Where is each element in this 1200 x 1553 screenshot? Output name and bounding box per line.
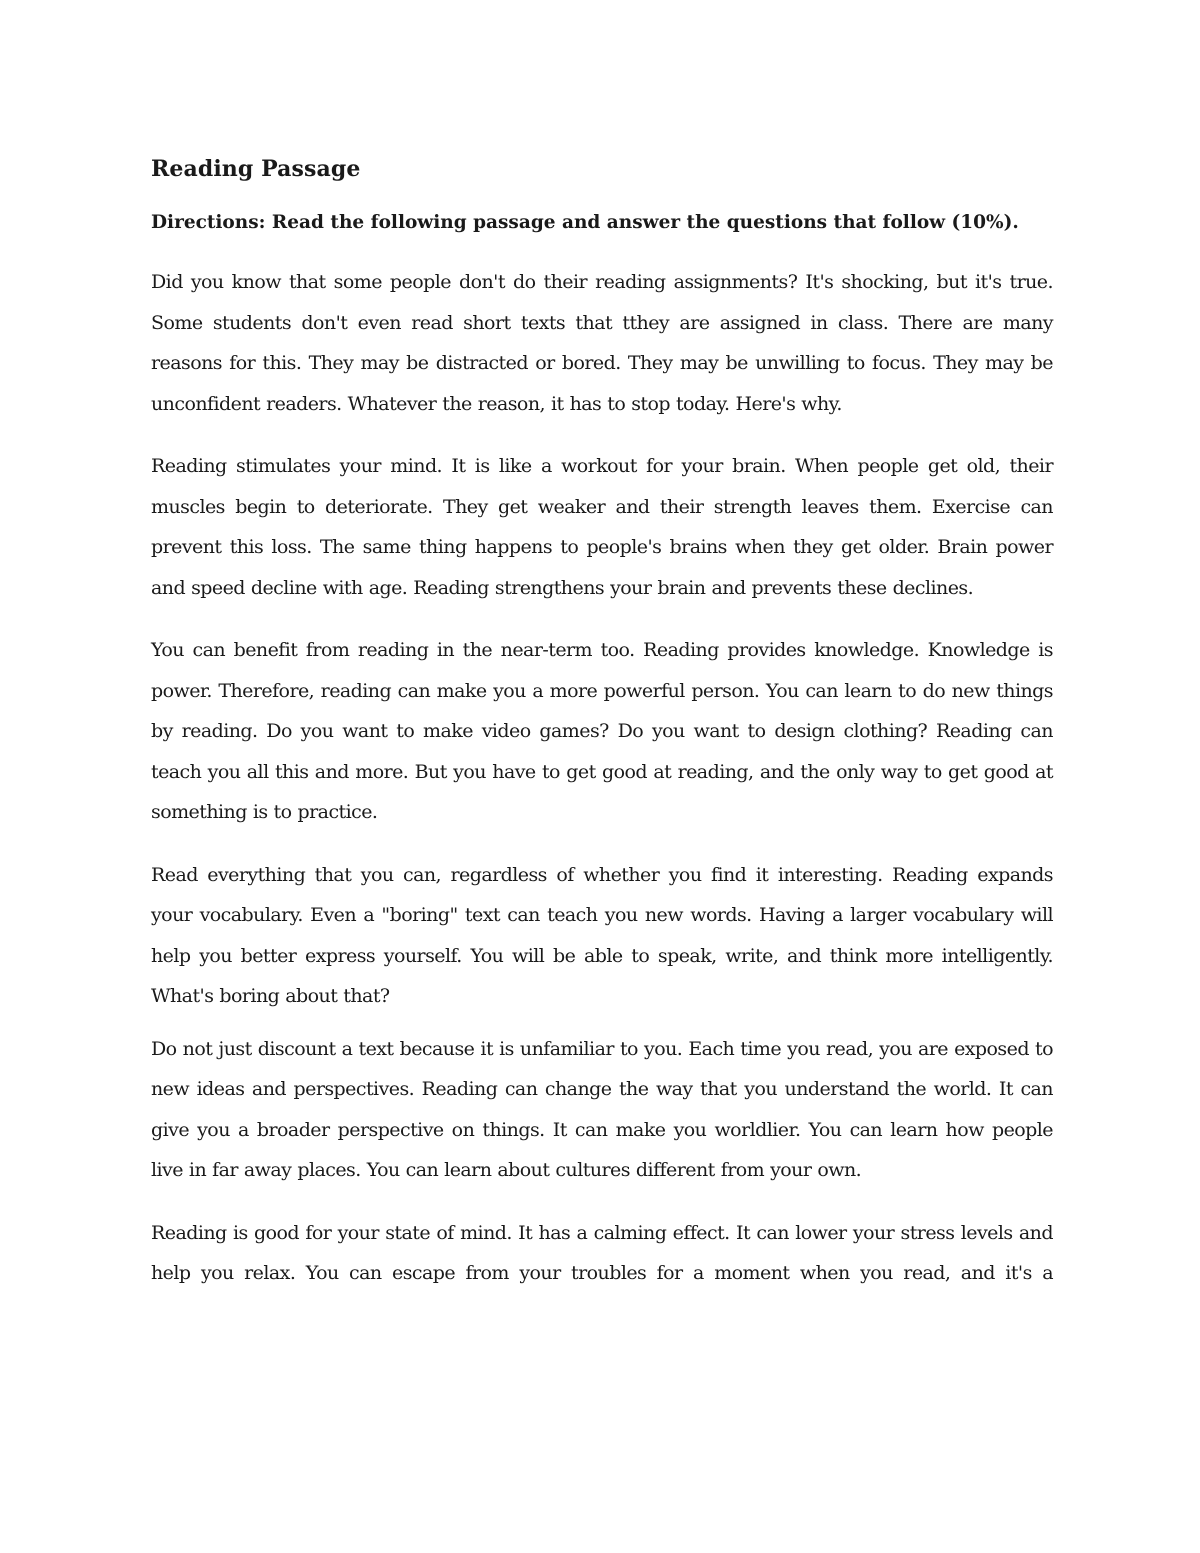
document-body bbox=[151, 150, 1053, 1294]
page-title: Reading Passage bbox=[151, 156, 361, 182]
paragraph-6: Reading is good for your state of mind. It has a calming effect. It can lower your stress levels and help you relax. You can escape from your troubles for a moment when you read, and it's a bbox=[151, 1221, 1053, 1284]
paragraph-4: Read everything that you can, regardless of whether you find it interesting. Reading expands your vocabulary. Even a "boring" text can teach you new words. Having a larger vocabulary will help you better express yourself. You will be able to speak, write, and think more intelligently. What's boring about that? bbox=[151, 863, 1053, 1007]
paragraph-3: You can benefit from reading in the near-term too. Reading provides knowledge. Knowledge is power. Therefore, reading can make you a more powerful person. You can learn to do new things by reading. Do you want to make video games? Do you want to design clothing? Reading can teach you all this and more. But you have to get good at reading, and the only way to get good at something is to practice. bbox=[151, 639, 1053, 823]
paragraph-1: Did you know that some people don't do their reading assignments? It's shocking, but it's true. Some students don't even read short texts that tthey are assigned in class. There are many reasons for this. They may be distracted or bored. They may be unwilling to focus. They may be unconfident readers. Whatever the reason, it has to stop today. Here's why. bbox=[151, 271, 1053, 415]
paragraph-2: Reading stimulates your mind. It is like a workout for your brain. When people get old, their muscles begin to deteriorate. They get weaker and their strength leaves them. Exercise can prevent this loss. The same thing happens to people's brains when they get older. Brain power and speed decline with age. Reading strengthens your brain and prevents these declines. bbox=[151, 455, 1053, 599]
paragraph-5: Do not just discount a text because it is unfamiliar to you. Each time you read, you are exposed to new ideas and perspectives. Reading can change the way that you understand the world. It can give you a broader perspective on things. It can make you worldlier. You can learn how people live in far away places. You can learn about cultures different from your own. bbox=[151, 1037, 1053, 1181]
directions-text: Directions: Read the following passage and answer the questions that follow (10%). bbox=[151, 212, 1019, 233]
